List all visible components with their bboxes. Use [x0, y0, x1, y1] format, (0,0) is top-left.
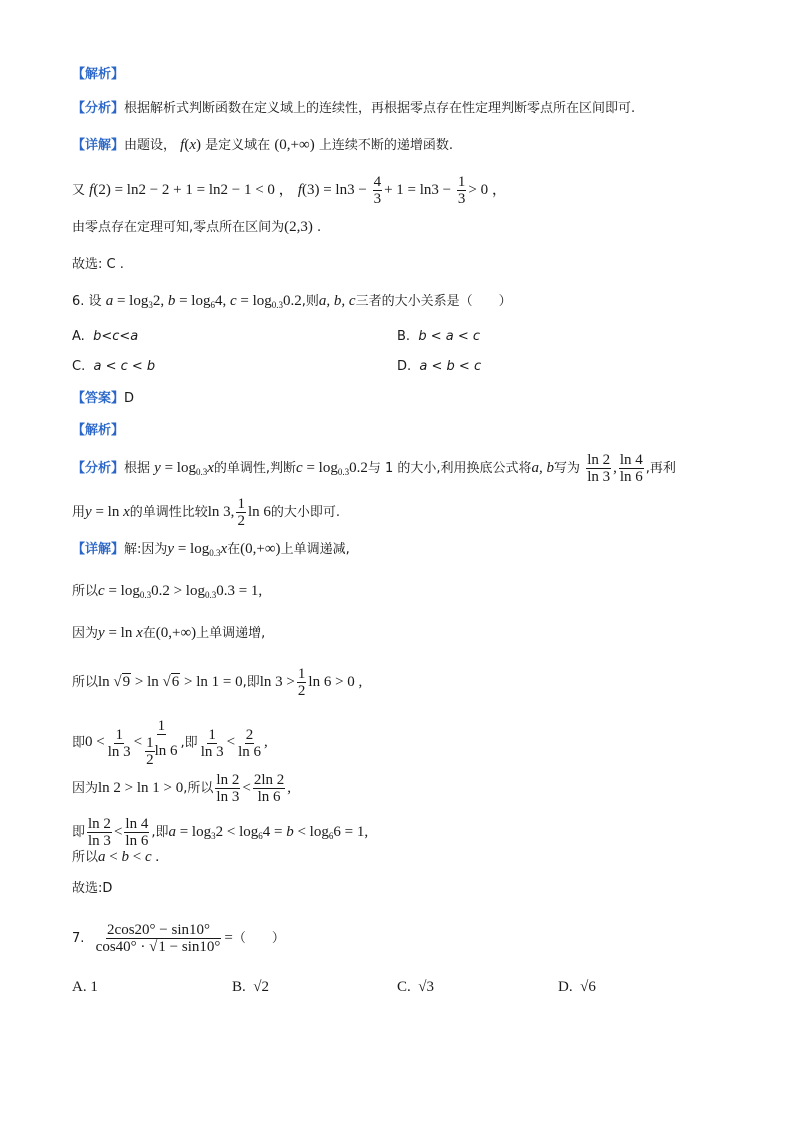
- q6-ask: 三者的大小关系是（ ）: [355, 294, 512, 309]
- again-text: 又: [72, 182, 86, 198]
- q6-final-answer: 故选:D: [72, 881, 113, 896]
- q6-detail-line2: 所以$c = \log_{0.3}0.2 > \log_{0.3}0.3 = 1$,: [72, 583, 263, 600]
- analysis-text: 根据解析式判断函数在定义域上的连续性，再根据零点存在性定理判断零点所在区间即可.: [124, 101, 636, 116]
- q6-vars: a, b, c: [318, 293, 356, 309]
- q6-answer-line: [72, 390, 134, 408]
- analysis-tag: 【分析】: [72, 101, 125, 116]
- q6-option-c: C. a < c < b: [72, 359, 156, 374]
- q6-detail-line8: 所以a < b < c .: [72, 849, 160, 865]
- q5-analysis-line: [72, 100, 635, 118]
- q6-detail-line6: 因为ln 2 > ln 1 > 0,所以 $\frac{\ln 2}{\ln 3}$ < $\frac{2\ln 2}{\ln 6}$ ,: [72, 772, 291, 805]
- q7-option-b: B. √2: [232, 979, 269, 995]
- q6-analysis-line2: 用y = ln x的单调性比较ln 3, $\frac{1}{2}$ ln 6的大小即可.: [72, 496, 340, 529]
- section-heading-analysis: 【解析】: [72, 67, 125, 82]
- q7-option-a: A. 1: [72, 979, 98, 995]
- math-domain-interval: (0,+∞): [274, 137, 315, 153]
- q6-number: 6. 设: [72, 294, 102, 309]
- math-f2: f(2) = ln2 − 2 + 1 = ln2 − 1 < 0 ，: [89, 181, 294, 198]
- q6-stem: [72, 292, 512, 314]
- conclusion-text: 由零点存在定理可知,零点所在区间为: [72, 220, 285, 235]
- q6-option-a: A. b<c<a: [72, 329, 139, 344]
- detail-domain-text: 是定义域在: [205, 138, 271, 153]
- q7-option-d: D. √6: [558, 979, 596, 995]
- q6-analysis-heading: 【解析】: [72, 423, 125, 438]
- math-f3: f(3) = ln3 − $\frac{4}{3}$ + 1 = ln3 − $\frac{1}{3}$ > 0 ，: [297, 174, 507, 207]
- q7-option-c: C. √3: [397, 979, 434, 995]
- q6-option-d: D. a < b < c: [397, 359, 482, 374]
- q6-option-b: B. b < a < c: [397, 329, 481, 344]
- detail-cont-text: 上连续不断的递增函数.: [318, 138, 453, 153]
- interval-value: (2,3): [284, 219, 313, 235]
- q6-definitions: $a = \log_32$, $b = \log_64$, $c = \log_{0.3}0.2$: [105, 293, 302, 310]
- detail-tag: 【详解】: [72, 138, 125, 153]
- q6-detail-line5: 即0 < $\frac{1}{\ln 3}$ < 1 $\frac{1}{2}$ ln 6 ,即 $\frac{1}{\ln 3}$ < $\frac{2}{\ln 6}$ ,: [72, 718, 268, 768]
- answer-value: D: [124, 391, 135, 406]
- q6-detail-line7: 即 $\frac{\ln 2}{\ln 3}$ < $\frac{\ln 4}{\ln 6}$ ,即$a = \log_32 < \log_64 = b < \log_66 = 1$,: [72, 816, 369, 849]
- q6-detail-line1: 【详解】解:因为$y = \log_{0.3}x$在(0,+∞)上单调递减,: [72, 541, 350, 558]
- math-fx: f(x): [180, 137, 202, 153]
- q6-analysis-line1: 【分析】根据 $y = \log_{0.3}x$的单调性,判断$c = \log_{0.3}0.2$与 1 的大小,利用换底公式将a, b写为 $\frac{\ln 2}{\ln 3}$ , $\frac{\ln 4}{\ln 6}$ ,再利: [72, 452, 676, 485]
- q5-answer-line: 故选: C .: [72, 257, 124, 272]
- q6-detail-line3: 因为y = ln x在(0,+∞)上单调递增,: [72, 625, 266, 641]
- q6-tail: ,则: [301, 294, 319, 309]
- q5-conclusion-line: 由零点存在定理可知,零点所在区间为(2,3) .: [72, 219, 322, 235]
- q5-detail-line: [72, 136, 453, 155]
- q5-eval-line: [72, 174, 507, 207]
- q7-stem: 7. $\frac{2\cos 20^\circ - \sin 10^\circ}{\cos 40^\circ \cdot √1 - \sin 10^\circ}$ =（ ）: [72, 922, 285, 955]
- answer-tag: 【答案】: [72, 391, 125, 406]
- q6-detail-line4: 所以ln √9 > ln √6 > ln 1 = 0,即ln 3 > $\frac{1}{2}$ ln 6 > 0 ,: [72, 666, 363, 699]
- detail-text: 由题设，: [124, 138, 177, 153]
